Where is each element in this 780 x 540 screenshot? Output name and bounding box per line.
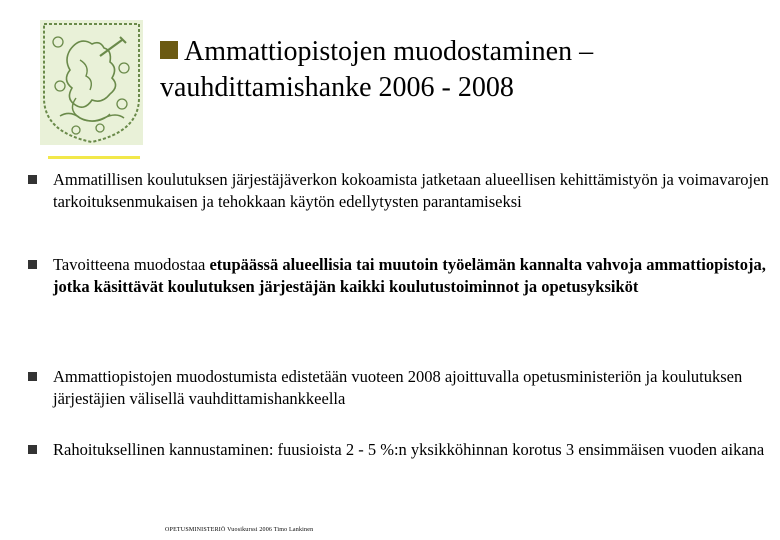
bullet-item [28,439,773,461]
coat-of-arms-logo [40,20,143,145]
bullet-text: Rahoituksellinen kannustaminen: fuusioista 2 - 5 %:n yksikköhinnan korotus 3 ensimmäisen vuoden aikana [53,440,765,459]
title-line-1: Ammattiopistojen muodostaminen – [184,35,594,67]
bullet-text [53,254,773,298]
finnish-lion-coat-of-arms-icon [40,20,143,145]
square-bullet-icon [28,372,37,381]
bullet-text-bold: etupäässä alueellisia tai muutoin työelämän kannalta vahvoja ammattiopistoja, jotka käsittävät koulutuksen järjestäjän kaikki koulutustoiminnot ja opetusyksiköt [53,255,766,296]
logo-underline [48,156,140,159]
slide-title [160,34,760,106]
square-bullet-icon [28,175,37,184]
square-bullet-icon [28,445,37,454]
square-bullet-icon [160,41,178,59]
bullet-text: Ammattiopistojen muodostumista edistetään vuoteen 2008 ajoittuvalla opetusministeriön ja koulutuksen järjestäjien välisellä vauhdittamishankkeella [53,367,743,408]
bullet-item [28,366,773,410]
bullet-item [28,254,773,298]
title-line-2: vauhdittamishanke 2006 - 2008 [160,71,514,103]
bullet-text: Ammatillisen koulutuksen järjestäjäverkon kokoamista jatketaan alueellisen kehittämistyön ja voimavarojen tarkoituksenmukaisen ja tehokkaan käytön edellytysten parantamiseksi [53,170,769,211]
bullet-item [28,169,773,213]
square-bullet-icon [28,260,37,269]
footer-text: OPETUSMINISTERIÖ Vuosikurssi 2006 Timo Lankinen [165,527,314,533]
bullet-text-regular: Tavoitteena muodostaa [53,255,210,274]
